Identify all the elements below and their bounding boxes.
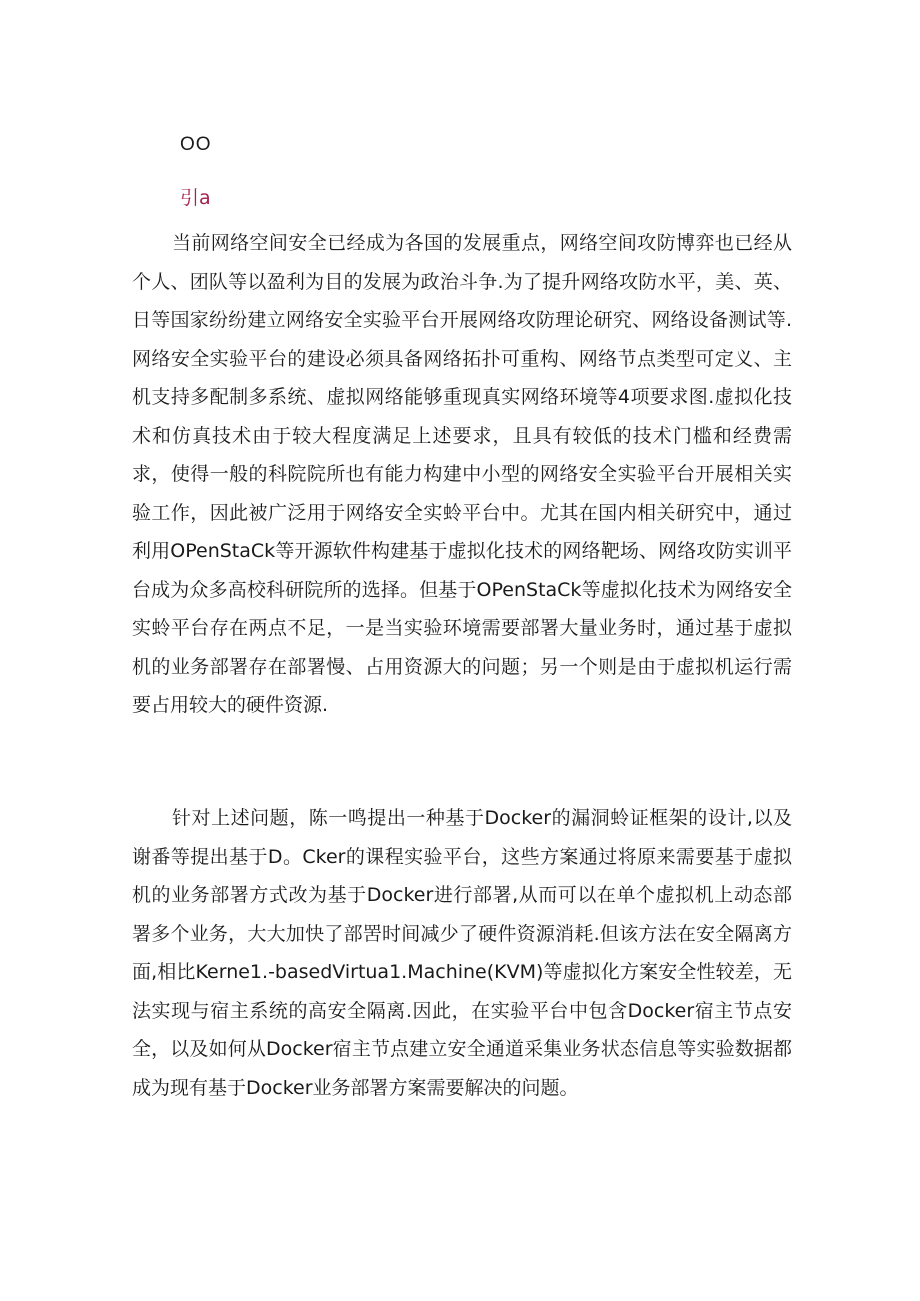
header-mark: OO [180, 134, 212, 155]
section-title: 引a [180, 187, 211, 209]
paragraph-docker: 针对上述问题，陈一鸣提出一种基于Docker的漏洞蛉证框架的设计,以及谢番等提出基于D。Cker的课程实验平台，这些方案通过将原来需要基于虚拟机的业务部署方式改为基于Docker进行部署,从而可以在单个虚拟机上动态部署多个业务，大大加快了部罟时间减少了硬件资源消耗.但该方法在安全隔离方面,相比Kerne1.-basedVirtua1.Machine(KVM)等虚拟化方案安全性较差，无法实现与宿主系统的高安全隔离.因此，在实验平台中包含Docker宿主节点安全，以及如何从Docker宿主节点建立安全通道采集业务状态信息等实验数据都成为现有基于Docker业务部署方案需要解决的问题。 [132, 807, 792, 1099]
paragraph-intro: 当前网络空间安全已经成为各国的发展重点，网络空间攻防博弈也已经从个人、团队等以盈利为目的发展为政治斗争.为了提升网络攻防水平，美、英、日等国家纷纷建立网络安全实验平台开展网络攻防理论研究、网络设备测试等.网络安全实验平台的建设必须具备网络拓扑可重构、网络节点类型可定义、主机支持多配制多系统、虚拟网络能够重现真实网络环境等4项要求图.虚拟化技术和仿真技术由于较大程度满足上述要求，且具有较低的技术门槛和经费需求，使得一般的科院院所也有能力构建中小型的网络安全实验平台开展相关实验工作，因此被广泛用于网络安全实蛉平台中。尤其在国内相关研究中，通过利用OPenStaCk等开源软件构建基于虚拟化技术的网络靶场、网络攻防实训平台成为众多高校科研院所的选择。但基于OPenStaCk等虚拟化技术为网络安全实蛉平台存在两点不足，一是当实验环境需要部署大量业务时，通过基于虚拟机的业务部署存在部署慢、占用资源大的问题；另一个则是由于虚拟机运行需要占用较大的硬件资源. [132, 232, 792, 716]
